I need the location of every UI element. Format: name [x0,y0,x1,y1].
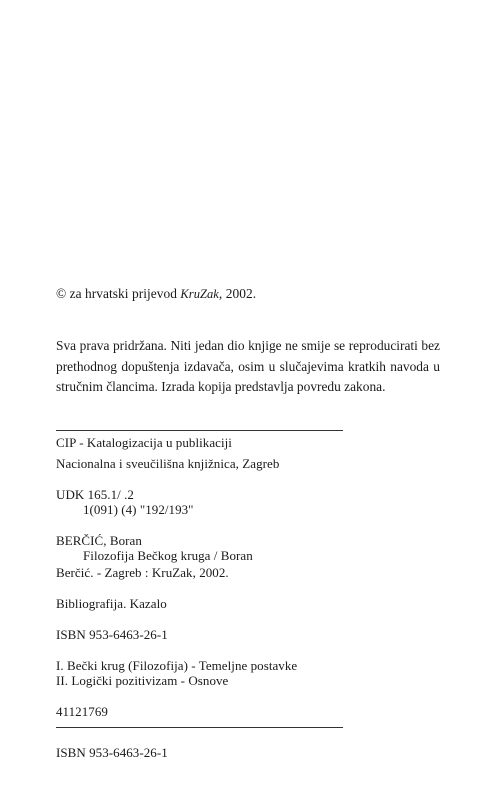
copyright-year: , 2002. [218,286,257,301]
cip-author: BERČIĆ, Boran [56,533,142,548]
publisher-brand: KruZak [180,287,219,301]
cip-publisher-line: Berčić. - Zagreb : KruZak, 2002. [56,565,229,580]
cip-title-line: Filozofija Bečkog kruga / Boran [83,548,253,563]
rights-paragraph: Sva prava pridržana. Niti jedan dio knjige ne smije se reproducirati bez prethodnog dopuštenja izdavača, osim u slučajevima kratkih navoda u stručnim člancima. Izrada kopija predstavlja povredu zakona. [56,338,440,394]
cip-record-number: 41121769 [56,704,108,719]
divider-bottom [56,727,343,728]
cip-header-line1: CIP - Katalogizacija u publikaciji [56,435,232,450]
cip-subject-2: II. Logički pozitivizam - Osnove [56,673,229,688]
cip-udk-line1: UDK 165.1/ .2 [56,487,134,502]
cip-subject-1: I. Bečki krug (Filozofija) - Temeljne postavke [56,658,298,673]
divider-top [56,430,343,431]
cip-isbn: ISBN 953-6463-26-1 [56,627,168,642]
copyright-text: za hrvatski prijevod [69,286,177,301]
copyright-symbol: © [56,286,67,301]
cip-udk-line2: 1(091) (4) "192/193" [83,502,194,517]
copyright-line [56,286,256,302]
cip-notes: Bibliografija. Kazalo [56,596,167,611]
isbn-bottom: ISBN 953-6463-26-1 [56,745,168,760]
cip-header-line2: Nacionalna i sveučilišna knjižnica, Zagreb [56,456,280,471]
